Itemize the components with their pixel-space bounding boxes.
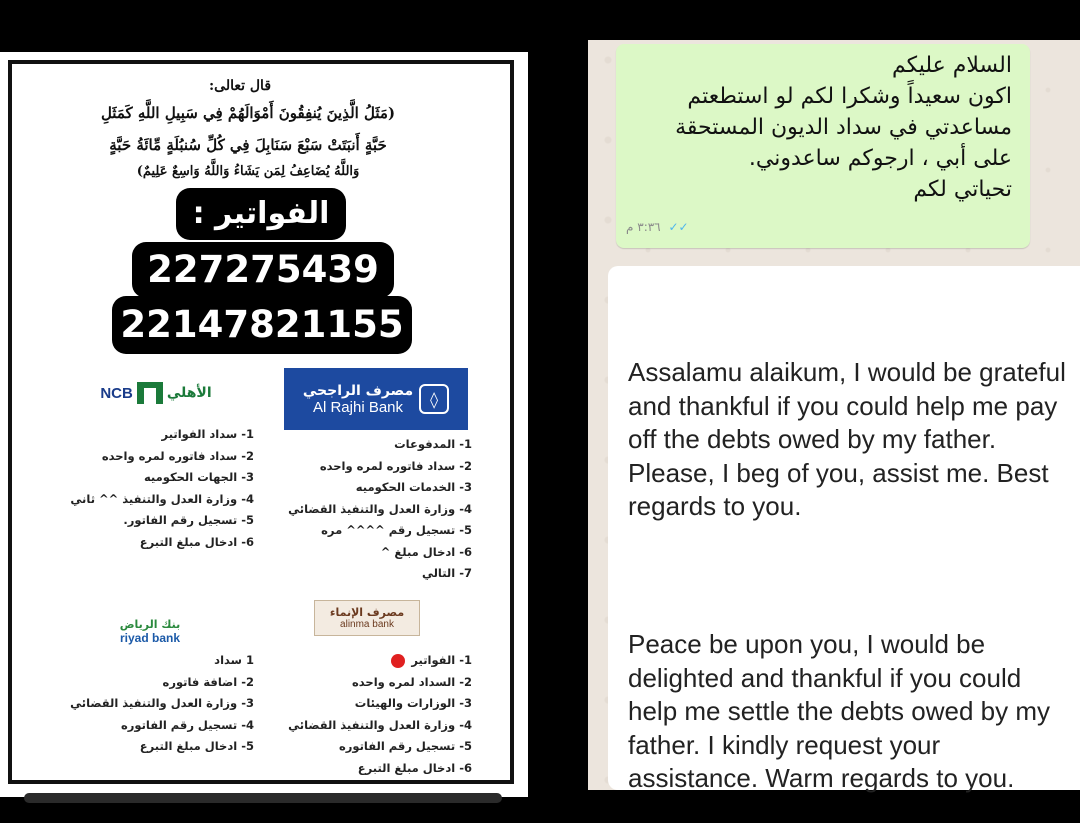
list-item: 2- اضافة فاتوره bbox=[162, 674, 254, 689]
alinma-bank-logo bbox=[314, 600, 420, 636]
list-item: 5- تسجيل رقم الفاتور. bbox=[123, 513, 254, 527]
bill-number-2: 22147821155 bbox=[112, 296, 412, 354]
message-meta bbox=[626, 220, 689, 234]
alinma-logo-ar: مصرف الإنماء bbox=[329, 606, 405, 619]
list-item: 2- السداد لمره واحده bbox=[351, 674, 472, 689]
sent-message-text: السلام عليكم اكون سعيداً وشكرا لكم لو استطعتم مساعدتي في سداد الديون المستحقة على أبي ، ارجوكم ساعدوني. تحياتي لكم bbox=[675, 53, 1012, 202]
list-item: 6- ادخال مبلغ التبرع bbox=[357, 760, 472, 775]
sent-message-bubble[interactable] bbox=[616, 44, 1030, 248]
bill-number-1: 227275439 bbox=[132, 242, 394, 298]
verse-line-2: حَبَّةٍ أَنبَتَتْ سَبْعَ سَنَابِلَ فِي كُلِّ سُنبُلَةٍ مِّائَةُ حَبَّةٍ bbox=[109, 136, 387, 154]
list-item: 7- التالي bbox=[421, 566, 472, 580]
list-item: 1 سداد bbox=[214, 653, 254, 667]
alrajhi-logo-en: Al Rajhi Bank bbox=[312, 398, 404, 416]
donation-flyer-image bbox=[0, 52, 528, 797]
ncb-emblem-icon bbox=[137, 382, 163, 404]
verse-title: قال تعالى: bbox=[208, 78, 272, 94]
translation-paragraph-2: Peace be upon you, I would be delighted and thankful if you could help me settle the debts owed by my father. I kindly request your assistance. Warm regards to you. bbox=[628, 629, 1051, 793]
list-item: 2- سداد فاتوره لمره واحده bbox=[319, 458, 472, 473]
list-item: 5- تسجيل رقم الفاتوره bbox=[338, 739, 472, 753]
list-item: 4- وزارة العدل والتنفيذ القضائي bbox=[288, 501, 472, 516]
list-item: 5- ادخال مبلغ التبرع bbox=[139, 739, 254, 753]
list-item: 1- المدفوعات bbox=[394, 437, 472, 451]
list-item: 1- الفواتير bbox=[222, 650, 472, 672]
alrajhi-logo-ar: مصرف الراجحي bbox=[302, 382, 414, 399]
alinma-logo-en: alinma bank bbox=[340, 619, 394, 630]
list-item: 3- وزارة العدل والتنفيذ القضائي bbox=[70, 696, 254, 710]
ncb-logo-en: NCB bbox=[100, 384, 133, 402]
list-item: 5- تسجيل رقم ^^^^ مره bbox=[321, 523, 472, 537]
list-item: 4- وزارة العدل والتنفيذ ^^ ثاني bbox=[70, 491, 254, 506]
bills-heading: الفواتير : bbox=[176, 188, 346, 240]
alrajhi-steps-list bbox=[252, 434, 472, 585]
alrajhi-logo bbox=[284, 368, 468, 430]
verse-line-3: وَاللَّهُ يُضَاعِفُ لِمَن يَشَاءُ وَاللَّهُ وَاسِعٌ عَلِيمٌ) bbox=[136, 164, 360, 179]
list-item: 3- الجهات الحكوميه bbox=[143, 470, 254, 484]
riyad-logo-en: riyad bank bbox=[119, 630, 181, 645]
ncb-logo bbox=[88, 376, 224, 410]
list-item: 4- وزارة العدل والتنفيذ القضائي bbox=[288, 717, 472, 732]
list-item: 6- ادخال مبلغ التبرع bbox=[139, 534, 254, 549]
chat-screenshot bbox=[588, 40, 1080, 793]
alinma-steps-list bbox=[222, 650, 472, 779]
scroll-bar bbox=[24, 793, 502, 803]
translation-paragraph-1: Assalamu alaikum, I would be grateful and thankful if you could help me pay off the debts owed by my father. Please, I beg of you, assist me. Best regards to you. bbox=[628, 357, 1066, 521]
list-item: 1- سداد الفواتير bbox=[161, 427, 254, 441]
riyad-bank-logo bbox=[104, 616, 196, 646]
double-check-icon: ✓✓ bbox=[668, 220, 689, 234]
red-dot-icon bbox=[391, 654, 405, 668]
ncb-steps-list bbox=[4, 424, 254, 553]
list-item: 3- الوزارات والهيئات bbox=[354, 696, 472, 710]
alrajhi-emblem-icon: ◊ bbox=[419, 384, 449, 414]
list-item: 3- الخدمات الحكوميه bbox=[355, 480, 472, 494]
message-time: ٣:٣٦ م bbox=[626, 220, 661, 234]
list-item: 4- تسجيل رقم الفاتوره bbox=[120, 717, 254, 732]
riyad-logo-ar: بنك الرياض bbox=[119, 617, 181, 631]
list-item: 6- ادخال مبلغ ^ bbox=[380, 544, 472, 559]
list-item: 2- سداد فاتوره لمره واحده bbox=[101, 448, 254, 463]
ncb-logo-ar: الأهلي bbox=[166, 385, 212, 401]
verse-line-1: (مَثَلُ الَّذِينَ يُنفِقُونَ أَمْوَالَهُمْ فِي سَبِيلِ اللَّهِ كَمَثَلِ bbox=[100, 104, 396, 122]
translation-card bbox=[608, 266, 1080, 793]
riyad-steps-list bbox=[4, 650, 254, 758]
